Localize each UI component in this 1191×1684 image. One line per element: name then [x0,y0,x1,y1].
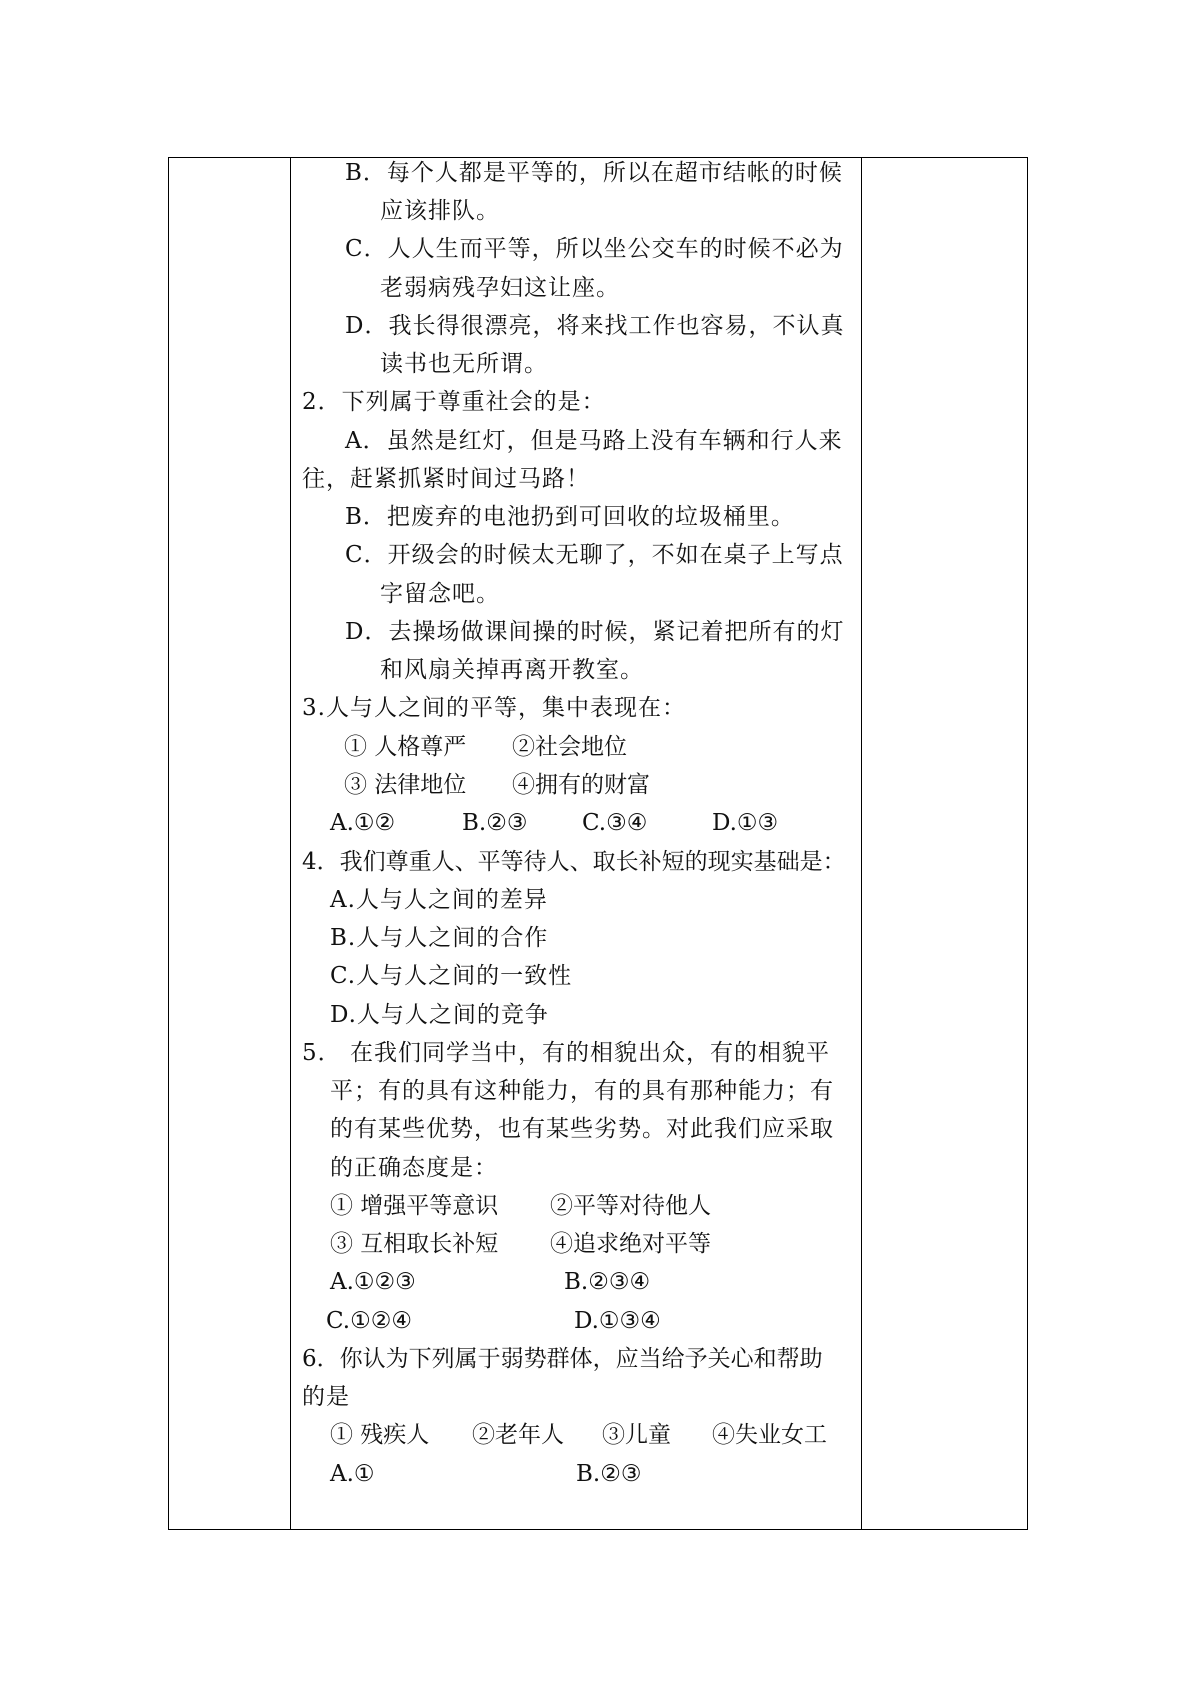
q5-choice-c: C.①②④ [326,1308,412,1334]
q6-question-line2: 的是 [302,1384,350,1410]
q2-option-c-line2: 字留念吧。 [380,581,500,607]
q2-option-d-line1: D．去操场做课间操的时候，紧记着把所有的灯 [345,619,845,645]
q3-choice-b: B.②③ [462,810,528,836]
right-column-cell [862,158,1027,1529]
q5-question-line1: 5． 在我们同学当中，有的相貌出众，有的相貌平 [302,1040,830,1066]
q5-item-3: ③ 互相取长补短 [330,1231,499,1257]
q5-item-1: ① 增强平等意识 [330,1193,499,1219]
q6-item-1: ① 残疾人 [330,1422,430,1448]
q1-option-c-line1: C．人人生而平等，所以坐公交车的时候不必为 [345,236,844,262]
content-column [292,158,860,1529]
q6-item-4: ④失业女工 [712,1422,827,1448]
q5-item-4: ④追求绝对平等 [550,1231,711,1257]
q4-option-a: A.人与人之间的差异 [330,887,548,913]
q5-choice-b: B.②③④ [564,1269,651,1295]
q3-item-3: ③ 法律地位 [344,772,467,798]
document-table [168,157,1028,1530]
q1-option-d-line1: D．我长得很漂亮，将来找工作也容易，不认真 [345,313,845,339]
q1-option-b-line2: 应该排队。 [380,198,500,224]
q5-question-line3: 的有某些优势，也有某些劣势。对此我们应采取 [330,1116,834,1142]
q5-choice-d: D.①③④ [574,1308,661,1334]
left-column-cell [169,158,290,1529]
q2-option-a-line2: 往，赶紧抓紧时间过马路！ [302,466,590,492]
q1-option-c-line2: 老弱病残孕妇这让座。 [380,275,620,301]
q3-item-1: ① 人格尊严 [344,734,467,760]
q6-item-2: ②老年人 [472,1422,564,1448]
q3-question: 3.人与人之间的平等，集中表现在： [302,695,686,721]
table-divider-left [290,158,291,1529]
q6-item-3: ③儿童 [602,1422,671,1448]
q3-choice-c: C.③④ [582,810,648,836]
q4-question: 4．我们尊重人、平等待人、取长补短的现实基础是： [302,849,846,875]
q3-choice-a: A.①② [330,810,396,836]
q1-option-b-line1: B．每个人都是平等的，所以在超市结帐的时候 [345,160,843,186]
q4-option-d: D.人与人之间的竞争 [330,1002,549,1028]
q5-item-2: ②平等对待他人 [550,1193,711,1219]
q3-item-4: ④拥有的财富 [512,772,650,798]
q4-option-b: B.人与人之间的合作 [330,925,549,951]
q6-choice-b: B.②③ [576,1461,642,1487]
q6-question-line1: 6．你认为下列属于弱势群体，应当给予关心和帮助 [302,1346,823,1372]
q4-option-c: C.人与人之间的一致性 [330,963,573,989]
q5-question-line4: 的正确态度是： [330,1155,498,1181]
q3-choice-d: D.①③ [712,810,779,836]
q2-option-b: B．把废弃的电池扔到可回收的垃圾桶里。 [345,504,795,530]
q6-choice-a: A.① [330,1461,375,1487]
q5-question-line2: 平；有的具有这种能力，有的具有那种能力；有 [330,1078,834,1104]
q2-option-c-line1: C．开级会的时候太无聊了，不如在桌子上写点 [345,542,844,568]
q1-option-d-line2: 读书也无所谓。 [380,351,548,377]
q2-option-a-line1: A．虽然是红灯，但是马路上没有车辆和行人来 [345,428,843,454]
q2-question: 2．下列属于尊重社会的是： [302,389,606,415]
q5-choice-a: A.①②③ [330,1269,416,1295]
q3-item-2: ②社会地位 [512,734,627,760]
q2-option-d-line2: 和风扇关掉再离开教室。 [380,657,644,683]
